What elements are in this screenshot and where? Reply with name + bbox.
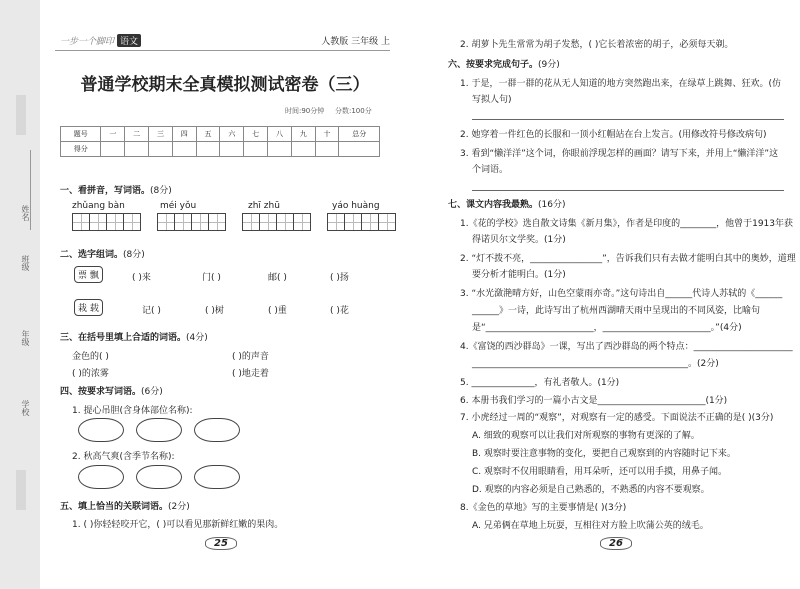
brand-logo: 一步一个脚印 [60,37,115,47]
fill-blank[interactable]: ( )树 [205,306,224,316]
question-text: 1. ( )你轻轻咬开它，( )可以看见那新鲜红嫩的果肉。 [72,520,284,530]
question-text: 1. 提心吊胆(含身体部位名称): [72,406,193,416]
score-cell[interactable] [291,142,315,157]
score-header-cell: 四 [172,127,196,142]
fill-blank[interactable]: ( )扬 [330,273,349,283]
question-text: 1. 于是，一群一群的花从无人知道的地方突然跑出来，在绿草上跳舞、狂欢。(仿 [460,79,781,89]
fill-blank[interactable]: ( )的声音 [232,352,269,362]
question-text: 2. 胡萝卜先生常常为胡子发愁，( )它长着浓密的胡子，必须每天剃。 [460,40,734,50]
score-cell[interactable] [220,142,244,157]
score-header-cell: 二 [125,127,149,142]
section-2-title: 二、选字组词。(8分) [60,250,145,260]
option-a[interactable]: A. 兄弟俩在草地上玩耍，互相往对方脸上吹蒲公英的绒毛。 [472,521,709,531]
score-cell[interactable] [196,142,220,157]
answer-cloud[interactable] [136,465,182,489]
score-cell[interactable] [315,142,339,157]
answer-cloud[interactable] [136,418,182,442]
question-text: 2. 秋高气爽(含季节名称): [72,452,175,462]
school-label: 学校 [21,400,30,416]
pinyin-3: zhī zhū [248,201,280,211]
score-header-cell: 一 [101,127,125,142]
fill-blank[interactable]: 门( ) [202,273,221,283]
answer-line[interactable] [472,119,784,120]
fill-blank[interactable]: ( )重 [268,306,287,316]
answer-cloud[interactable] [194,465,240,489]
question-text: 4.《富饶的西沙群岛》一课，写出了西沙群岛的两个特点：______________________ [460,342,793,352]
binding-notch [16,95,26,135]
question-text: ________________________________________________。(2分) [472,359,719,369]
question-text: 7. 小虎经过一周的“观察”，对观察有一定的感受。下面说法不正确的是( )(3分) [460,413,774,423]
score-header-cell: 九 [291,127,315,142]
answer-cloud[interactable] [78,418,124,442]
question-text: 1.《花的学校》选自散文诗集《新月集》，作者是印度的________，他曾于1913年获 [460,219,793,229]
score-value-row [61,142,380,157]
score-cell[interactable] [339,142,380,157]
time-label: 时间:90分钟 [285,107,325,115]
writing-grid[interactable] [242,213,310,231]
question-text: 6. 本册书我们学习的一篇小古文是________________________(1分) [460,396,728,406]
question-text: 3. 看到“懒洋洋”这个词，你眼前浮现怎样的画面？请写下来，并用上“懒洋洋”这 [460,149,779,159]
option-c[interactable]: C. 观察时不仅用眼睛看，用耳朵听，还可以用手摸，用鼻子闻。 [472,467,728,477]
score-header-cell: 六 [220,127,244,142]
page-number: 26 [600,537,632,550]
score-header-cell: 题号 [61,127,101,142]
class-label: 班级 [21,255,30,271]
score-header-cell: 八 [268,127,292,142]
score-cell[interactable] [172,142,196,157]
question-text: 3. “水光潋滟晴方好，山色空蒙雨亦奇。”这句诗出自______代诗人苏轼的《______ [460,289,783,299]
score-header-cell: 三 [149,127,173,142]
score-cell[interactable] [125,142,149,157]
score-cell[interactable] [101,142,125,157]
right-page [400,0,800,589]
question-text: ______》一诗，此诗写出了杭州西湖晴天雨中呈现出的不同风姿，比喻句 [472,306,761,316]
question-text: 个词语。 [472,165,509,175]
subject-badge: 语文 [117,34,141,47]
score-cell[interactable] [268,142,292,157]
writing-grid[interactable] [157,213,225,231]
name-label: 姓名 [21,205,30,221]
score-header-cell: 五 [196,127,220,142]
char-choice-box: 栽 载 [74,299,103,316]
section-5-title: 五、填上恰当的关联词语。(2分) [60,502,190,512]
section-4-title: 四、按要求写词语。(6分) [60,387,163,397]
section-3-title: 三、在括号里填上合适的词语。(4分) [60,333,208,343]
question-text: 8.《金色的草地》写的主要事情是( )(3分) [460,503,627,513]
fill-blank[interactable]: 金色的( ) [72,352,109,362]
question-text: 是“________________________，________________________。”(4分) [472,323,742,333]
pinyin-4: yáo huàng [332,201,380,211]
fill-blank[interactable]: ( )的浓雾 [72,369,109,379]
pinyin-1: zhǔang bàn [72,201,125,211]
section-7-title: 七、课文内容我最熟。(16分) [448,200,566,210]
score-header-cell: 七 [244,127,268,142]
pinyin-2: méi yǒu [160,201,197,211]
char-choice-box: 票 飘 [74,266,103,283]
score-cell[interactable] [149,142,173,157]
score-header-cell: 十 [315,127,339,142]
score-label: 分数:100分 [335,107,372,115]
fill-blank[interactable]: ( )地走着 [232,369,269,379]
page-title: 普通学校期末全真模拟测试密卷（三） [80,75,370,95]
score-header-row [61,127,380,142]
question-text: 2. 她穿着一件红色的长服和一顶小红帽站在台上发言。(用修改符号修改病句) [460,130,767,140]
question-text: 得诺贝尔文学奖。(1分) [472,235,566,245]
binding-strip [0,0,40,589]
page-header [55,34,390,51]
option-b[interactable]: B. 观察时要注意事物的变化，要把自己观察到的内容随时记下来。 [472,449,736,459]
score-table [60,126,380,157]
answer-cloud[interactable] [194,418,240,442]
fill-blank[interactable]: 记( ) [142,306,161,316]
score-row-label: 得分 [61,142,101,157]
fill-blank[interactable]: 邮( ) [268,273,287,283]
option-a[interactable]: A. 细致的观察可以让我们对所观察的事物有更深的了解。 [472,431,700,441]
question-text: 写拟人句) [472,95,512,105]
section-1-title: 一、看拼音，写词语。(8分) [60,186,172,196]
page-number: 25 [205,537,237,550]
question-text: 5. ______________，有礼者敬人。(1分) [460,378,620,388]
question-text: 要分析才能明白。(1分) [472,270,566,280]
score-cell[interactable] [244,142,268,157]
fill-blank[interactable]: ( )花 [330,306,349,316]
writing-grid[interactable] [72,213,140,231]
option-d[interactable]: D. 观察的内容必须是自己熟悉的，不熟悉的内容不要观察。 [472,485,710,495]
binding-notch [16,470,26,510]
grade-label: 年级 [21,330,30,346]
section-6-title: 六、按要求完成句子。(9分) [448,60,560,70]
fill-blank[interactable]: ( )来 [132,273,151,283]
question-text: 2. “灯不拨不亮，________________”，告诉我们只有去做才能明白其中的奥妙，道理 [460,254,796,264]
answer-cloud[interactable] [78,465,124,489]
score-header-cell: 总分 [339,127,380,142]
edition-label: 人教版 三年级 上 [321,37,390,47]
answer-line[interactable] [472,190,784,191]
writing-grid[interactable] [327,213,395,231]
